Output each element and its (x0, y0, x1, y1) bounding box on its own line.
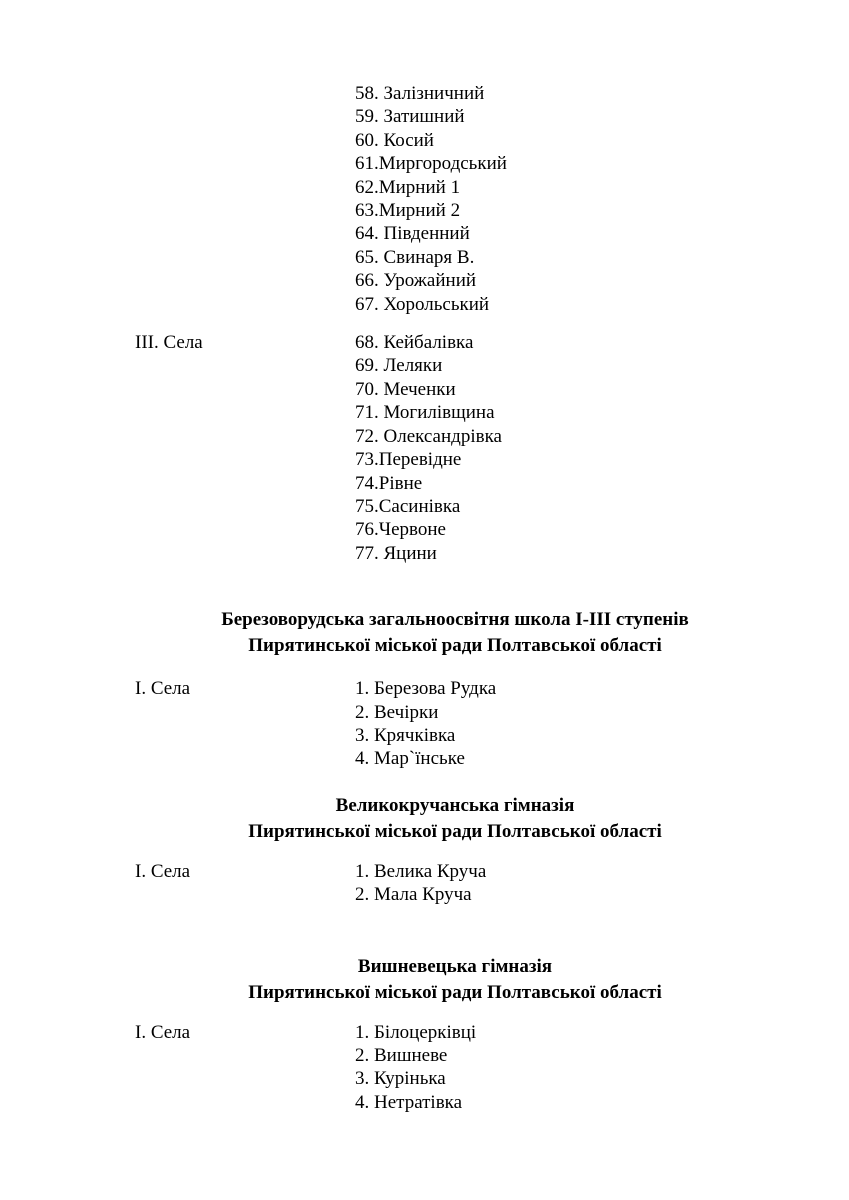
school-title-line2: Пирятинської міської ради Полтавської області (248, 820, 662, 842)
list-item: 2. Вечірки (355, 701, 439, 723)
list-item: 70. Меченки (355, 378, 456, 400)
list-item: 62.Мирний 1 (355, 176, 461, 198)
settlement-list-58-67 (355, 82, 849, 316)
list-item: 1. Білоцерківці (355, 1021, 477, 1043)
list-item: 68. Кейбалівка (355, 332, 474, 354)
school-title-line1: Великокручанська гімназія (335, 794, 575, 816)
list-item: 2. Мала Круча (355, 884, 472, 906)
list-item: 58. Залізничний (355, 83, 485, 104)
school-title-berezovorudska (0, 607, 849, 659)
settlement-list-68-77 (355, 331, 849, 565)
list-item: 77. Яцини (355, 542, 437, 564)
school-villages-section (0, 860, 849, 907)
section-label: І. Села (135, 860, 191, 882)
school-title-line1: Вишневецька гімназія (357, 955, 553, 977)
section-label: І. Села (135, 1021, 191, 1043)
school-village-list (355, 860, 849, 907)
list-item: 1. Велика Круча (355, 860, 487, 882)
list-item: 3. Курінька (355, 1068, 446, 1090)
school-villages-section (0, 1021, 849, 1115)
list-item: 75.Сасинівка (355, 495, 461, 517)
list-item: 63.Мирний 2 (355, 200, 461, 222)
list-item: 64. Південний (355, 223, 470, 245)
school-title-line2: Пирятинської міської ради Полтавської області (248, 635, 662, 657)
list-item: 74.Рівне (355, 472, 423, 494)
list-item: 4. Нетратівка (355, 1091, 463, 1113)
school-title-vyshnevetska (0, 954, 849, 1006)
school-title-line1: Березоворудська загальноосвітня школа І-ІІІ ступенів (221, 609, 689, 631)
school-village-list (355, 1021, 849, 1115)
list-item: 3. Крячківка (355, 724, 456, 746)
section-label: І. Села (135, 678, 191, 700)
list-item: 76.Червоне (355, 519, 446, 541)
list-item: 71. Могилівщина (355, 402, 495, 424)
list-item: 1. Березова Рудка (355, 678, 497, 700)
list-item: 73.Перевідне (355, 449, 462, 471)
list-item: 65. Свинаря В. (355, 246, 475, 268)
list-item: 72. Олександрівка (355, 425, 502, 447)
school-villages-section (0, 677, 849, 771)
list-item: 66. Урожайний (355, 270, 477, 292)
list-item: 59. Затишний (355, 106, 465, 128)
list-item: 4. Мар`їнське (355, 748, 465, 770)
list-item: 69. Леляки (355, 355, 443, 377)
list-item: 2. Вишневе (355, 1044, 448, 1066)
list-item: 61.Миргородський (355, 153, 507, 175)
school-title-velykokruchanska (0, 793, 849, 845)
school-village-list (355, 677, 849, 771)
school-title-line2: Пирятинської міської ради Полтавської області (248, 981, 662, 1003)
section-label: ІІІ. Села (135, 332, 203, 354)
list-item: 60. Косий (355, 129, 434, 151)
list-item: 67. Хорольський (355, 293, 490, 315)
villages-section (0, 331, 849, 565)
